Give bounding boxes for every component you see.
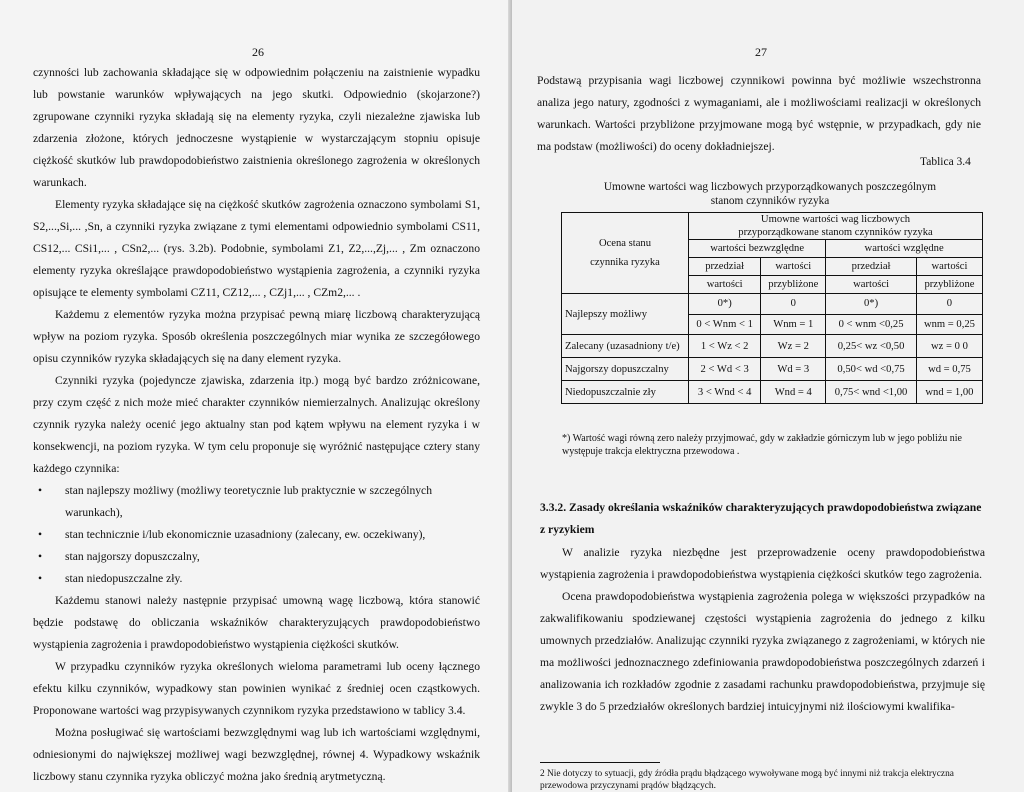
- table-cell: 0,75< wnd <1,00: [826, 381, 917, 404]
- table-cell: wd = 0,75: [916, 358, 982, 381]
- table-cell: 0 < Wnm < 1: [689, 314, 761, 335]
- table-cell: wz = 0 0: [916, 335, 982, 358]
- paragraph: Każdemu stanowi należy następnie przypisać umowną wagę liczbową, która stanowić będzie podstawę do obliczania wskaźników charakteryzujących prawdopodobieństwo wystąpienia zagrożenia i prawdopodobieństwo wystąpienia ciężkości skutków.: [33, 594, 480, 651]
- table-cell: 0: [761, 294, 826, 315]
- table-cell: Wz = 2: [761, 335, 826, 358]
- weights-table: [561, 212, 983, 404]
- col-range: przedział: [689, 258, 761, 276]
- list-item: • stan najlepszy możliwy (możliwy teoretycznie lub praktycznie w szczególnych warunkach),: [33, 480, 480, 524]
- table-cell: wnm = 0,25: [916, 314, 982, 335]
- col-range: przedział: [826, 258, 917, 276]
- list-item: • stan niedopuszczalne zły.: [33, 568, 480, 590]
- table-cell: 0: [916, 294, 982, 315]
- paragraph: Elementy ryzyka składające się na ciężkość skutków zagrożenia oznaczono symbolami S1, S2,...,Si,... ,Sn, a czynniki ryzyka związane z tymi elementami odpowiednio symbolami CS11, CS12,... CSi1,... , CSn2,... (rys. 3.2b). Podobnie, symbolami Z1, Z2,...,Zj,... , Zm oznaczono elementy ryzyka określające prawdopodobieństwo wystąpienia zagrożenia, a czynniki ryzyka opisujące te elementy symbolami CZ11, CZ12,... , CZj1,... , CZm2,... .: [33, 198, 480, 299]
- col-values: wartości: [761, 258, 826, 276]
- col-values: wartości: [689, 276, 761, 294]
- state-header: Ocena stanu czynnika ryzyka: [562, 213, 689, 294]
- table-cell: 3 < Wnd < 4: [689, 381, 761, 404]
- page-number-left: 26: [252, 45, 264, 59]
- abs-header: wartości bezwzględne: [689, 240, 826, 258]
- table-row-label: Najgorszy dopuszczalny: [562, 358, 689, 381]
- col-values: wartości: [826, 276, 917, 294]
- table-caption: Tablica 3.4: [920, 156, 971, 168]
- state-list: [33, 480, 480, 590]
- footnote-rule: [540, 762, 660, 763]
- table-row-label: Zalecany (uzasadniony t/e): [562, 335, 689, 358]
- table-cell: Wnm = 1: [761, 314, 826, 335]
- paragraph: W przypadku czynników ryzyka określonych wieloma parametrami lub oceny łącznego efektu kilku czynników, wypadkowy stan powinien wynikać z średniej ocen cząstkowych. Proponowane wartości wag przypisywanych czynnikom ryzyka przedstawiono w tablicy 3.4.: [33, 660, 480, 717]
- paragraph: czynności lub zachowania składające się w odpowiednim połączeniu na zaistnienie wypadku lub powstanie warunków wpływających na jego skutki. Odpowiednio (skojarzone?) zgrupowane czynniki ryzyka składają się na elementy ryzyka, czyli niezależne zjawiska lub zdarzenia złożone, których jednoczesne wystąpienie w wystarczającym stopniu opisuje ciężkość skutków lub prawdopodobieństwo zaistnienia określonego zagrożenia w określonych warunkach.: [33, 66, 480, 189]
- list-item: • stan technicznie i/lub ekonomicznie uzasadniony (zalecany, ew. oczekiwany),: [33, 524, 480, 546]
- table-row-label: Niedopuszczalnie zły: [562, 381, 689, 404]
- table-cell: 0*): [826, 294, 917, 315]
- table-cell: 2 < Wd < 3: [689, 358, 761, 381]
- paragraph: W analizie ryzyka niezbędne jest przeprowadzenie oceny prawdopodobieństwa wystąpienia zagrożenia i prawdopodobieństwa wystąpienia ciężkości skutków tego zagrożenia.: [540, 546, 985, 581]
- table-cell: Wnd = 4: [761, 381, 826, 404]
- col-approx: przybliżone: [761, 276, 826, 294]
- table-cell: wnd = 1,00: [916, 381, 982, 404]
- table-title: Umowne wartości wag liczbowych przyporządkowanych poszczególnym stanom czynników ryzyka: [603, 181, 937, 207]
- section-heading: 3.3.2. Zasady określania wskaźników charakteryzujących prawdopodobieństwa związane z ryzykiem: [540, 501, 982, 536]
- table-cell: 1 < Wz < 2: [689, 335, 761, 358]
- table-footnote: *) Wartość wagi równą zero należy przyjmować, gdy w zakładzie górniczym lub w jego pobliżu nie występuje trakcja elektryczna przewodowa .: [562, 433, 962, 457]
- paragraph: Czynniki ryzyka (pojedyncze zjawiska, zdarzenia itp.) mogą być bardzo zróżnicowane, przy czym część z nich może mieć charakter czynników niemierzalnych. Analizując określony czynnik ryzyka należy ocenić jego aktualny stan pod kątem wpływu na element ryzyka i w konsekwencji, na poziom ryzyka. W tym celu proponuje się wyróżnić następujące cztery stany każdego czynnika:: [33, 374, 480, 475]
- paragraph: Każdemu z elementów ryzyka można przypisać pewną miarę liczbową charakteryzującą wpływ na poziom ryzyka. Sposób określenia poszczególnych miar wynika ze szczegółowego opisu czynników ryzyka składających się na dany element ryzyka.: [33, 308, 480, 365]
- right-intro: [537, 70, 981, 158]
- group-header: Umowne wartości wag liczbowych przyporządkowane stanom czynników ryzyka: [689, 213, 983, 240]
- table-cell: 0 < wnm <0,25: [826, 314, 917, 335]
- rel-header: wartości względne: [826, 240, 983, 258]
- paragraph: Można posługiwać się wartościami bezwzględnymi wag lub ich wartościami względnymi, odniesionymi do największej możliwej wagi bezwzględnej, równej 4. Wypadkowy wskaźnik liczbowy stanu czynnika ryzyka obliczyć można jako średnią arytmetyczną.: [33, 726, 480, 783]
- page-footnote: 2 Nie dotyczy to sytuacji, gdy źródła prądu błądzącego wywoływane mogą być innymi niż trakcja elektryczna przewodowa przyczynami prądów błądzących.: [540, 769, 954, 791]
- right-text-column: [540, 542, 985, 718]
- table-cell: Wd = 3: [761, 358, 826, 381]
- col-values: wartości: [916, 258, 982, 276]
- left-text-column: [33, 62, 480, 788]
- paragraph: Podstawą przypisania wagi liczbowej czynnikowi powinna być możliwie wszechstronna analiza jego natury, zgodności z wymaganiami, ale i możliwościami realizacji w określonych warunkach. Wartości przybliżone przyjmowane mogą być wstępnie, w przypadkach, gdy nie ma podstaw (możliwości) do oceny dokładniejszej.: [537, 74, 981, 153]
- table-row-label: Najlepszy możliwy: [562, 294, 689, 335]
- page-number-right: 27: [755, 45, 767, 59]
- table-cell: 0*): [689, 294, 761, 315]
- table-cell: 0,25< wz <0,50: [826, 335, 917, 358]
- paragraph: Ocena prawdopodobieństwa wystąpienia zagrożenia polega w większości przypadków na zakwalifikowaniu spodziewanej częstości wystąpienia zagrożenia do jednego z kilku umownych przedziałów. Analizując czynniki ryzyka związanego z zagrożeniami, w których nie ma możliwości jednoznacznego zdefiniowania prawdopodobieństwa poszczególnych zdarzeń i analizowania ich rozkładów zgodnie z zasadami rachunku prawdopodobieństwa, przyjmuje się zwykle 3 do 5 przedziałów określonych bardziej intuicyjnymi niż ilościowymi kwalifika-: [540, 590, 985, 713]
- table-cell: 0,50< wd <0,75: [826, 358, 917, 381]
- list-item: • stan najgorszy dopuszczalny,: [33, 546, 480, 568]
- col-approx: przybliżone: [916, 276, 982, 294]
